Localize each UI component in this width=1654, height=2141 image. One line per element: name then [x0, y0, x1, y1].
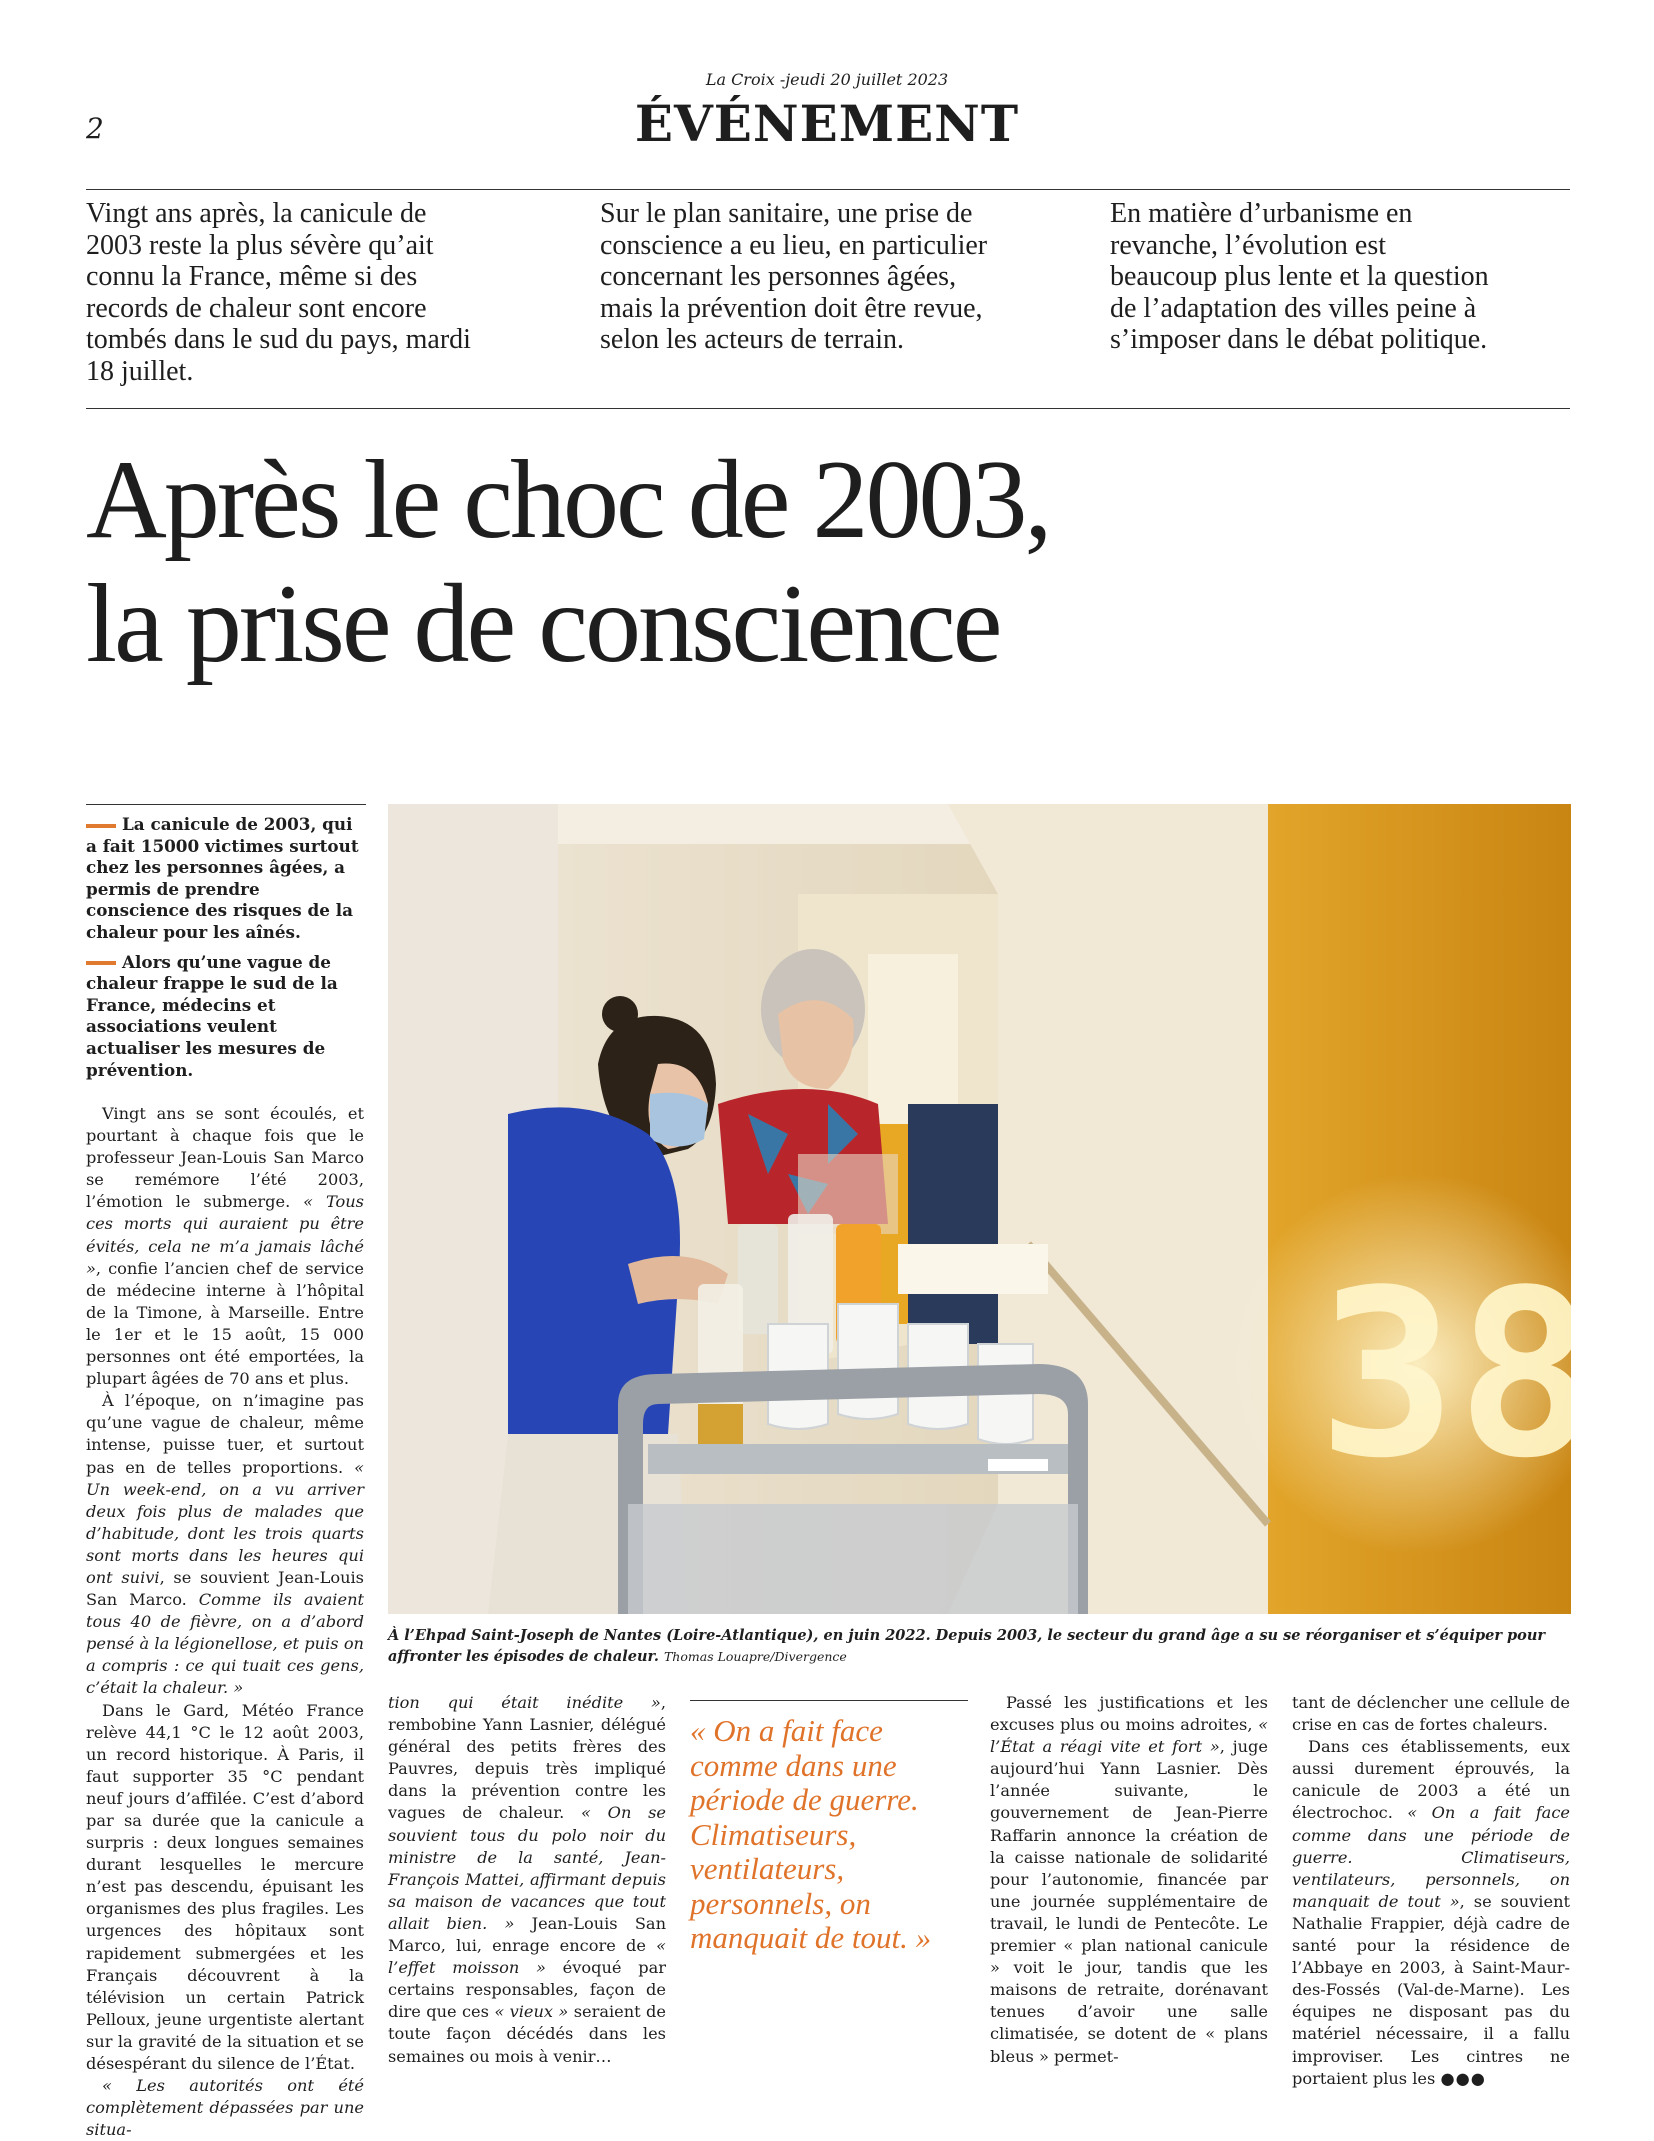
summary-point-2: [86, 952, 366, 1082]
body-column-2: [388, 1692, 666, 2068]
paragraph: tion qui était inédite », rembobine Yann Lasnier, délégué général des petits frères des Pauvres, depuis très impliqué dans la prévention contre les vagues de chaleur. « On se souvient tous du polo noir du ministre de la santé, Jean-François Mattei, affirmant depuis sa maison de vacances que tout allait bien. » Jean-Louis San Marco, lui, enrage encore de « l’effet moisson » évoqué par certains responsables, façon de dire que ces « vieux » seraient de toute façon décédés dans les semaines ou mois à venir…: [388, 1693, 666, 2066]
body-column-1: [86, 1103, 364, 2141]
body-column-4: [1292, 1692, 1570, 2090]
summary-box: [86, 814, 366, 1089]
photo-caption: [388, 1626, 1571, 1667]
photo-credit: Thomas Louapre/Divergence: [663, 1648, 847, 1664]
page-number: 2: [86, 112, 104, 145]
orange-dash-icon: [86, 824, 116, 828]
paragraph: À l’époque, on n’imagine pas qu’une vague de chaleur, même intense, puisse tuer, et surtout pas en de telles proportions. « Un week-end, on a vu arriver deux fois plus de malades que d’habitude, dont les trois quarts sont morts dans les heures qui ont suivi, se souvient Jean-Louis San Marco. Comme ils avaient tous 40 de fièvre, on a d’abord pensé à la légionellose, et puis on a compris : ce qui tuait ces gens, c’était la chaleur. »: [86, 1391, 364, 1698]
summary-rule: [86, 804, 366, 805]
pull-quote: « On a fait face comme dans une période de guerre. Climatiseurs, ventilateurs, personnels, on manquait de tout. »: [690, 1713, 932, 1955]
headline-line-2: la prise de conscience: [86, 562, 1000, 686]
section-title: ÉVÉNEMENT: [634, 94, 1020, 153]
paragraph: « Les autorités ont été complètement dépassées par une situa-: [86, 2076, 364, 2140]
issue-date: La Croix -jeudi 20 juillet 2023: [705, 70, 949, 89]
summary-point-1: [86, 814, 366, 944]
photo-illustration: [388, 804, 1571, 1614]
paragraph: Dans le Gard, Météo France relève 44,1 °C le 12 août 2003, un record historique. À Paris, il faut supporter 35 °C pendant neuf jours d’affilée. C’est d’abord par sa durée que la canicule a surpris : deux longues semaines durant lesquelles le mercure n’est pas descendu, épuisant les organismes des plus fragiles. Les urgences des hôpitaux sont rapidement submergées et les Français découvrent à la télévision un certain Patrick Pelloux, jeune urgentiste alertant sur la gravité de la situation et se désespérant du silence de l’État.: [86, 1700, 364, 2074]
intro-col-1: Vingt ans après, la canicule de 2003 reste la plus sévère qu’ait connu la France, même si des records de chaleur sont encore tombés dans le sud du pays, mardi 18 juillet.: [86, 198, 471, 387]
caption-text: À l’Ehpad Saint-Joseph de Nantes (Loire-Atlantique), en juin 2022. Depuis 2003, le secteur du grand âge a su se réorganiser et s’équiper pour affronter les épisodes de chaleur.: [388, 1627, 1546, 1665]
paragraph: Vingt ans se sont écoulés, et pourtant à chaque fois que le professeur Jean-Louis San Marco se remémore l’été 2003, l’émotion le submerge. « Tous ces morts qui auraient pu être évités, cela ne m’a jamais lâché », confie l’ancien chef de service de médecine interne à l’hôpital de la Timone, à Marseille. Entre le 1er et le 15 août, 15 000 personnes ont été emportées, la plupart âgées de 70 ans et plus.: [86, 1104, 364, 1389]
article-photo: [388, 804, 1571, 1614]
paragraph: Dans ces établissements, eux aussi durement éprouvés, la canicule de 2003 a été un électrochoc. « On a fait face comme dans une période de guerre. Climatiseurs, ventilateurs, personnels, on manquait de tout », se souvient Nathalie Frappier, déjà cadre de santé pour la résidence de l’Abbaye en 2003, à Saint-Maur-des-Fossés (Val-de-Marne). Les équipes ne disposant pas du matériel nécessaire, il a fallu improviser. Les cintres ne portaient plus les ●●●: [1292, 1737, 1570, 2088]
paragraph: Passé les justifications et les excuses plus ou moins adroites, « l’État a réagi vite et fort », juge aujourd’hui Yann Lasnier. Dès l’année suivante, le gouvernement de Jean-Pierre Raffarin annonce la création de la caisse nationale de solidarité pour l’autonomie, financée par une journée supplémentaire de travail, le lundi de Pentecôte. Le premier « plan national canicule » voit le jour, tandis que les maisons de retraite, dorénavant tenues d’avoir une salle climatisée, se dotent de « plans bleus » permet-: [990, 1693, 1268, 2066]
summary-point-1-text: La canicule de 2003, qui a fait 15000 victimes surtout chez les personnes âgées, a permis de prendre conscience des risques de la chaleur pour les aînés.: [86, 814, 359, 942]
body-column-3: [990, 1692, 1268, 2068]
intro-col-2: Sur le plan sanitaire, une prise de conscience a eu lieu, en particulier concernant les personnes âgées, mais la prévention doit être revue, selon les acteurs de terrain.: [600, 198, 988, 355]
headline: [86, 438, 1386, 686]
summary-point-2-text: Alors qu’une vague de chaleur frappe le sud de la France, médecins et associations veulent actualiser les mesures de prévention.: [86, 951, 338, 1080]
top-rule: [86, 189, 1570, 190]
paragraph: tant de déclencher une cellule de crise en cas de fortes chaleurs.: [1292, 1693, 1570, 1735]
continue-marker-icon: ●●●: [1440, 2068, 1486, 2088]
pull-quote-rule: [690, 1700, 968, 1701]
intro-col-3: En matière d’urbanisme en revanche, l’évolution est beaucoup plus lente et la question de l’adaptation des villes peine à s’imposer dans le débat politique.: [1110, 198, 1489, 355]
orange-dash-icon: [86, 961, 116, 965]
intro-bottom-rule: [86, 408, 1570, 409]
headline-line-1: Après le choc de 2003,: [86, 438, 1050, 562]
